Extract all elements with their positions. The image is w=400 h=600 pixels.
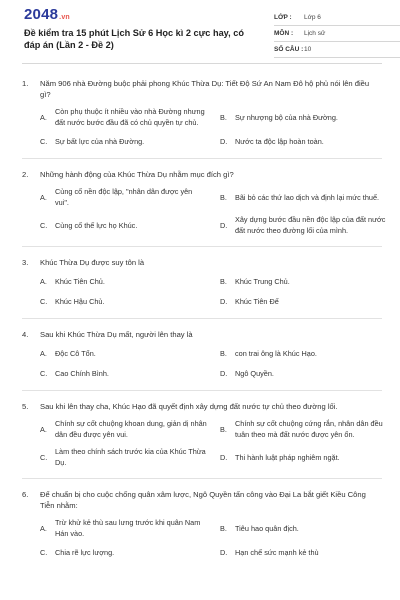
answer-option[interactable] (40, 134, 214, 148)
question-body: Sau khi lên thay cha, Khúc Hạo đã quyết định xây dựng đất nước tự chủ theo đường lối. (40, 402, 338, 411)
option-text: Xây dựng bước đầu nền độc lập của đất nước đất nước theo đường lối của mình. (235, 215, 386, 235)
option-letter: D. (220, 547, 228, 557)
option-letter: C. (40, 547, 48, 557)
option-text: Chia rẽ lực lượng. (55, 547, 115, 557)
option-text: Sự bất lực của nhà Đường. (55, 136, 145, 146)
question-text (22, 257, 382, 268)
meta-label: SỐ CÂU : (274, 46, 304, 53)
option-letter: D. (220, 220, 228, 230)
answer-options (40, 274, 382, 308)
meta-value: Lớp 6 (304, 14, 321, 21)
option-text: Độc Cô Tổn. (55, 348, 96, 358)
question-text (22, 489, 382, 511)
question-number: 1. (22, 79, 29, 88)
option-letter: A. (40, 523, 47, 533)
question-list (22, 78, 386, 569)
meta-info (274, 10, 400, 58)
question-item (22, 329, 382, 391)
question-number: 3. (22, 258, 29, 267)
answer-options (40, 418, 382, 468)
option-text: Tiêu hao quân địch. (235, 523, 299, 533)
option-letter: B. (220, 424, 227, 434)
option-text: Chính sự cốt chuộng cứng rắn, nhân dân đều tuân theo mà đất nước được yên ổn. (235, 419, 383, 439)
option-letter: B. (220, 112, 227, 122)
option-letter: C. (40, 220, 48, 230)
answer-option[interactable] (220, 106, 394, 128)
option-text: Làm theo chính sách trước kia của Khúc Thừa Dụ. (55, 447, 206, 467)
answer-option[interactable] (220, 214, 394, 236)
option-letter: B. (220, 523, 227, 533)
option-text: Ngô Quyền. (235, 368, 274, 378)
logo-tld: .vn (59, 14, 70, 21)
answer-option[interactable] (40, 446, 214, 468)
question-body: Khúc Thừa Dụ được suy tôn là (40, 258, 145, 267)
question-number: 4. (22, 330, 29, 339)
answer-option[interactable] (220, 418, 394, 440)
answer-option[interactable] (40, 186, 214, 208)
answer-option[interactable] (220, 134, 394, 148)
question-text (22, 401, 382, 412)
option-letter: C. (40, 296, 48, 306)
question-number: 6. (22, 490, 29, 499)
answer-option[interactable] (40, 418, 214, 440)
question-item (22, 78, 382, 159)
option-text: Trừ khử kẻ thù sau lưng trước khi quân Nam Hán vào. (55, 518, 201, 538)
answer-option[interactable] (40, 517, 214, 539)
option-letter: D. (220, 368, 228, 378)
option-text: Còn phụ thuộc ít nhiều vào nhà Đường nhưng đất nước bước đầu đã có chủ quyền tự chủ. (55, 107, 205, 127)
question-body: Để chuẩn bị cho cuộc chống quân xâm lược, Ngô Quyền tấn công vào Đại La bắt giết Kiều Công Tiễn nhằm: (40, 490, 366, 510)
answer-option[interactable] (40, 294, 214, 308)
option-text: Cao Chính Bình. (55, 368, 109, 378)
answer-option[interactable] (220, 366, 394, 380)
meta-row (274, 10, 400, 26)
answer-option[interactable] (220, 186, 394, 208)
option-letter: C. (40, 136, 48, 146)
option-letter: B. (220, 348, 227, 358)
question-item (22, 401, 382, 479)
page-title: Đề kiểm tra 15 phút Lịch Sử 6 Học kì 2 cực hay, có đáp án (Lần 2 - Đề 2) (24, 28, 244, 50)
answer-options (40, 346, 382, 380)
answer-options (40, 186, 386, 236)
option-letter: D. (220, 452, 228, 462)
site-logo[interactable] (24, 6, 70, 23)
option-letter: C. (40, 368, 48, 378)
answer-options (40, 106, 382, 148)
option-text: con trai ông là Khúc Hạo. (235, 348, 317, 358)
option-text: Hạn chế sức mạnh kẻ thù (235, 547, 319, 557)
option-letter: A. (40, 192, 47, 202)
option-text: Củng cố nền độc lập, "nhân dân được yên vui". (55, 187, 193, 207)
option-text: Sự nhượng bộ của nhà Đường. (235, 112, 338, 122)
question-body: Những hành động của Khúc Thừa Dụ nhằm mục đích gì? (40, 170, 234, 179)
option-letter: C. (40, 452, 48, 462)
answer-option[interactable] (220, 294, 394, 308)
page-header (22, 0, 382, 64)
meta-label: MÔN : (274, 30, 294, 37)
question-item (22, 257, 382, 319)
question-text (22, 329, 382, 340)
option-letter: A. (40, 424, 47, 434)
answer-option[interactable] (40, 106, 214, 128)
option-text: Củng cố thế lực họ Khúc. (55, 220, 138, 230)
answer-options (40, 517, 382, 559)
question-number: 2. (22, 170, 29, 179)
option-text: Khúc Trung Chủ. (235, 276, 290, 286)
answer-option[interactable] (40, 545, 214, 559)
question-body: Năm 906 nhà Đường buộc phải phong Khúc Thừa Dụ: Tiết Độ Sứ An Nam Đô hộ phủ nói lên điều gì? (40, 79, 370, 99)
answer-option[interactable] (220, 446, 394, 468)
question-item (22, 169, 386, 247)
option-letter: D. (220, 296, 228, 306)
answer-option[interactable] (40, 214, 214, 236)
option-letter: B. (220, 192, 227, 202)
meta-label: LỚP : (274, 14, 292, 21)
question-item (22, 489, 382, 569)
answer-option[interactable] (220, 545, 394, 559)
option-text: Khúc Hậu Chủ. (55, 296, 105, 306)
answer-option[interactable] (220, 346, 394, 360)
logo-main: 2048 (24, 6, 59, 23)
meta-row (274, 26, 400, 42)
question-body: Sau khi Khúc Thừa Dụ mất, người lên thay là (40, 330, 193, 339)
option-letter: A. (40, 348, 47, 358)
meta-row (274, 42, 400, 58)
answer-option[interactable] (220, 274, 394, 288)
answer-option[interactable] (40, 366, 214, 380)
question-text (22, 78, 382, 100)
option-text: Khúc Tiên Chủ. (55, 276, 105, 286)
option-letter: B. (220, 276, 227, 286)
question-number: 5. (22, 402, 29, 411)
option-text: Chính sự cốt chuộng khoan dung, giản dị nhân dân đều được yên vui. (55, 419, 207, 439)
meta-value: Lịch sử (304, 30, 326, 37)
option-text: Bãi bỏ các thứ lao dịch và định lại mức thuế. (235, 192, 380, 202)
option-letter: A. (40, 276, 47, 286)
option-letter: A. (40, 112, 47, 122)
option-text: Thi hành luật pháp nghiêm ngặt. (235, 452, 340, 462)
meta-value: 10 (304, 46, 312, 53)
answer-option[interactable] (40, 274, 214, 288)
option-text: Khúc Tiên Đế (235, 296, 279, 306)
answer-option[interactable] (220, 517, 394, 539)
option-letter: D. (220, 136, 228, 146)
answer-option[interactable] (40, 346, 214, 360)
question-text (22, 169, 382, 180)
option-text: Nước ta độc lập hoàn toàn. (235, 136, 324, 146)
